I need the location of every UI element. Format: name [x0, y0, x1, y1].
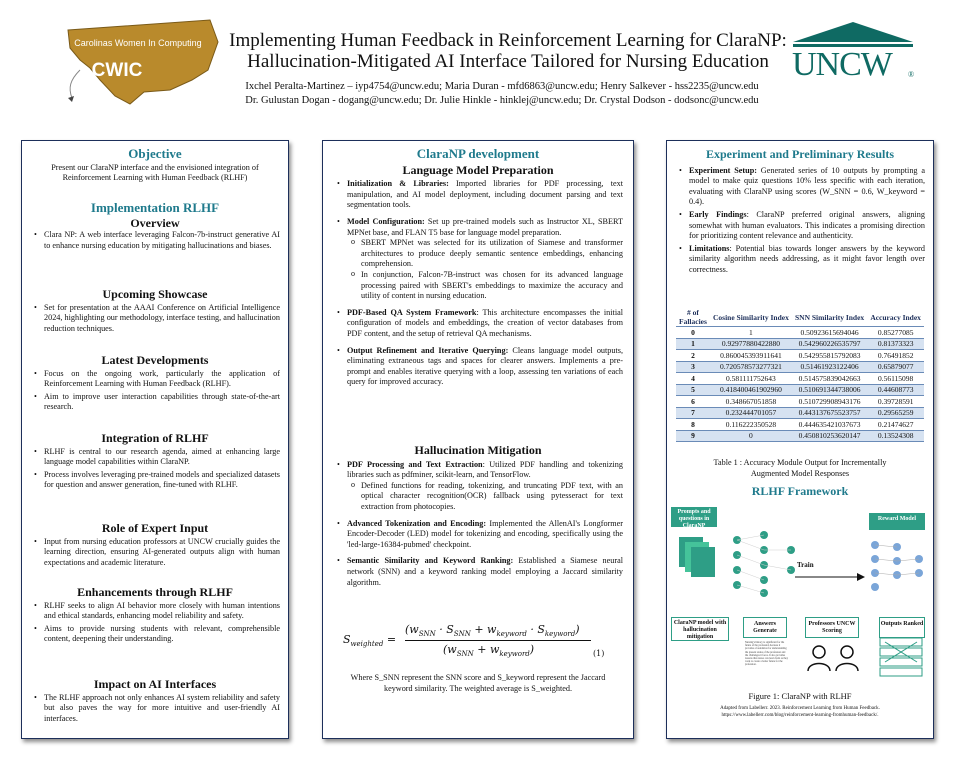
lmp-title: Language Model Preparation — [402, 162, 554, 177]
authors-line-2: Dr. Gulustan Dogan - dogang@uncw.edu; Dr. Julie Hinkle - hinklej@uncw.edu; Dr. Crystal Dodson - dodsonc@uncw.edu — [245, 95, 759, 106]
list-item — [347, 217, 623, 302]
list-item — [347, 460, 623, 513]
documents-icon — [677, 535, 717, 579]
setup-label: Experiment Setup: — [689, 165, 757, 175]
tok-text: Implemented the AllenAI's Longformer Encoder-Decoder (LED) model for tokenizing and encoding, specifically using the 'led-large-16384-pubmed' checkpoint. — [347, 518, 623, 549]
table-cell: 0.510729908943176 — [792, 396, 867, 408]
prompts-box: Prompts and questions in ClaraNP — [671, 507, 717, 527]
list-item: • The RLHF approach not only enhances AI system reliability and safety but also paves the way for more intuitive and user-friendly AI interfaces. — [44, 693, 280, 725]
experiment-title: Experiment and Preliminary Results — [705, 147, 895, 161]
table-cell: 0.51461923122406 — [792, 361, 867, 373]
row-index-cell: 6 — [676, 396, 710, 408]
right-panel — [666, 140, 934, 739]
weighted-equation — [343, 623, 623, 663]
equation-denominator: $(w_{SNN} + w_{keyword})$ — [443, 643, 535, 659]
equation-lhs: $S_{weighted}$ = — [343, 633, 397, 649]
table-cell: 0.232444701057 — [710, 407, 792, 419]
col-header: SNN Similarity Index — [792, 308, 867, 327]
latest-list — [30, 369, 280, 413]
reward-box: Reward Model — [869, 513, 925, 530]
cwic-abbrev: CWIC — [91, 60, 143, 81]
table-cell: 0.50923615694046 — [792, 327, 867, 339]
list-item: • Set for presentation at the AAAI Conference on Artificial Intelligence 2024, highlighting our methodology, interface testing, and hallucination reduction techniques. — [44, 303, 280, 335]
expert-title: Role of Expert Input — [101, 521, 209, 535]
early-label: Early Findings — [689, 209, 747, 219]
impact-list — [30, 693, 280, 725]
outputs-box: Outputs Ranked — [879, 617, 925, 638]
authors — [222, 80, 782, 108]
sem-text: Established a Siamese neural network (SNN) and a keyword ranking model employing a Jaccard similarity algorithm. — [347, 556, 623, 587]
col-header: Accuracy Index — [867, 308, 924, 327]
left-panel — [21, 140, 289, 739]
list-item: • RLHF seeks to align AI behavior more closely with human intentions and ethical standards, enhancing model reliability and safety. — [44, 601, 280, 622]
figure-source-2: https://www.labellerr.com/blog/reinforcement-learning-fromhuman-feedback/. — [721, 713, 879, 718]
table-row — [676, 373, 924, 385]
table-cell: 0.450810253620147 — [792, 430, 867, 442]
title-line-1: Implementing Human Feedback in Reinforcement Learning for ClaraNP: — [229, 30, 787, 51]
integration-title: Integration of RLHF — [101, 431, 209, 445]
table-row — [676, 327, 924, 339]
row-index-cell: 3 — [676, 361, 710, 373]
reward-network-icon — [867, 535, 927, 599]
row-index-cell: 8 — [676, 419, 710, 431]
equation-where: Where S_SNN represent the SNN score and S_keyword represent the Jaccard keyword similarity. The weighted average is S_weighted. — [350, 673, 606, 693]
tok-label: Advanced Tokenization and Encoding: — [347, 518, 487, 528]
table-cell: 0 — [710, 430, 792, 442]
table-cell: 0.85277085 — [867, 327, 924, 339]
table-cell: 0.92977880422880 — [710, 338, 792, 350]
setup-text: Generated series of 10 outputs by prompting a model to make quiz questions 10% less specific with each iteration, evaluating with ClaraNP using scores (W_SNN = 0.6, W_keyword = 0.4). — [689, 165, 925, 207]
figure-caption: Figure 1: ClaraNP with RLHF — [748, 691, 852, 701]
cwic-map-shape — [60, 10, 220, 106]
table-cell: 1 — [710, 327, 792, 339]
cwic-logo — [60, 10, 220, 106]
row-index-cell: 0 — [676, 327, 710, 339]
sub-item: o SBERT MPNet was selected for its utilization of Siamese and transformer architectures to produce deeply semantic sentence embeddings, enhancing comprehension. — [361, 238, 623, 270]
table-row — [676, 361, 924, 373]
table-cell: 0.13524308 — [867, 430, 924, 442]
uncw-logo — [788, 20, 918, 90]
claranp-dev-title: ClaraNP development — [416, 146, 540, 161]
overview-title: Overview — [130, 215, 180, 230]
table-cell: 0.21474627 — [867, 419, 924, 431]
config-label: Model Configuration: — [347, 216, 425, 226]
sem-label: Semantic Similarity and Keyword Ranking: — [347, 556, 514, 566]
objective-title: Objective — [128, 146, 182, 161]
list-item — [689, 210, 925, 242]
table-cell: 0.29565259 — [867, 407, 924, 419]
row-index-cell: 9 — [676, 430, 710, 442]
row-index-cell: 5 — [676, 384, 710, 396]
table-row — [676, 419, 924, 431]
table-row — [676, 384, 924, 396]
early-text: : ClaraNP preferred original answers, aligning somewhat with human evaluators. This indicates a promising direction for prioritizing content relevance and authenticity. — [689, 209, 925, 241]
rlhf-figure — [671, 505, 929, 685]
middle-panel — [322, 140, 634, 739]
train-label: Train — [797, 561, 814, 569]
enhancements-list — [30, 601, 280, 645]
table-row — [676, 430, 924, 442]
lmp-list — [333, 179, 623, 388]
list-item — [347, 519, 623, 551]
table-cell: 0.348667051858 — [710, 396, 792, 408]
accuracy-table — [676, 308, 924, 442]
row-index-cell: 7 — [676, 407, 710, 419]
pdf-label: PDF Processing and Text Extraction — [347, 459, 483, 469]
limit-label: Limitations — [689, 243, 730, 253]
row-index-cell: 4 — [676, 373, 710, 385]
row-index-cell: 2 — [676, 350, 710, 362]
list-item — [689, 244, 925, 276]
registered-mark: ® — [908, 70, 915, 79]
table-row — [676, 407, 924, 419]
answers-box: Answers Generate — [743, 617, 787, 638]
equation-numerator: $(w_{SNN} \cdot S_{SNN} + w_{keyword} \cdot S_{keyword})$ — [405, 623, 580, 639]
neural-network-icon — [729, 525, 799, 599]
table-header-row — [676, 308, 924, 327]
professors-icon — [805, 643, 861, 673]
table-cell: 0.860045393911641 — [710, 350, 792, 362]
train-arrow-icon — [795, 571, 865, 583]
list-item: • Process involves leveraging pre-trained models and specialized datasets for question and answer generation, fine-tuned with RLHF. — [44, 470, 280, 491]
table-cell: 0.81373323 — [867, 338, 924, 350]
showcase-title: Upcoming Showcase — [102, 287, 208, 301]
table-cell: 0.542960226535797 — [792, 338, 867, 350]
equation-number: (1) — [593, 649, 605, 658]
table-cell: 0.116222350528 — [710, 419, 792, 431]
list-item: • Input from nursing education professors at UNCW crucially guides the learning direction, ensuring AI-generated outputs align with human expectations and academic literature. — [44, 537, 280, 569]
impact-title: Impact on AI Interfaces — [93, 677, 217, 691]
list-item: • RLHF is central to our research agenda, aimed at enhancing large language model capabilities within ClaraNP. — [44, 447, 280, 468]
row-index-cell: 1 — [676, 338, 710, 350]
sub-item: o In conjunction, Falcon-7B-instruct was chosen for its advanced language processing paired with SBERT's embeddings to maximize the accuracy and utility of content in nursing education. — [361, 270, 623, 302]
ranked-outputs-icon — [879, 637, 923, 677]
qa-label: PDF-Based QA System Framework — [347, 307, 477, 317]
table-cell: 0.76491852 — [867, 350, 924, 362]
config-text: Set up pre-trained models such as Instructor XL, SBERT MPNet base, and FLAN T5 base for language model preparation. — [347, 216, 623, 237]
list-item — [347, 556, 623, 588]
list-item — [347, 346, 623, 388]
out-label: Output Refinement and Iterative Querying: — [347, 345, 509, 355]
integration-list — [30, 447, 280, 491]
table-cell: 0.56115098 — [867, 373, 924, 385]
table-row — [676, 396, 924, 408]
limit-text: : Potential bias towards longer answers by the keyword similarity algorithm needs addressing, as it might favor length over correctness. — [689, 243, 925, 274]
table-cell: 0.510691344738006 — [792, 384, 867, 396]
pdf-text: : Utilized PDF handling and tokenizing libraries such as pdfminer, scikit-learn, and TensorFlow. — [347, 459, 623, 480]
table-body — [676, 327, 924, 442]
overview-list — [30, 230, 280, 251]
col-header: Cosine Similarity Index — [710, 308, 792, 327]
latest-title: Latest Developments — [101, 353, 209, 367]
expert-list — [30, 537, 280, 569]
figure-source-1: Adapted from Labellerr. 2023. Reinforcement Learning from Human Feedback. — [720, 706, 880, 711]
list-item: • Aims to provide nursing students with relevant, comprehensible content, deepening their understanding. — [44, 624, 280, 645]
hm-title: Hallucination Mitigation — [414, 443, 542, 457]
table-cell: 0.65879077 — [867, 361, 924, 373]
objective-text: Present our ClaraNP interface and the envisioned integration of Reinforcement Learning with Human Feedback (RLHF) — [51, 162, 259, 183]
enhancements-title: Enhancements through RLHF — [77, 585, 233, 599]
qa-text: : This architecture encompasses the initial configuration of models and embeddings, the creation of vector databases from PDF content, and the setup of retrieval QA mechanisms. — [347, 307, 623, 338]
table-cell: 0.514575839042663 — [792, 373, 867, 385]
col-header: # of Fallacies — [676, 308, 710, 327]
list-item — [689, 166, 925, 208]
list-item — [347, 308, 623, 340]
hm-list — [333, 460, 623, 589]
table-cell: 0.443137675523757 — [792, 407, 867, 419]
professors-box: Professors UNCW Scoring — [805, 617, 859, 638]
authors-line-1: Ixchel Peralta-Martinez – iyp4754@uncw.edu; Maria Duran - mfd6863@uncw.edu; Henry Salkever - hss2235@uncw.edu — [245, 81, 759, 92]
table-cell: 0.44608773 — [867, 384, 924, 396]
table-row — [676, 350, 924, 362]
config-sublist — [347, 238, 623, 302]
init-text: Imported libraries for PDF processing, text manipulation, and AI model deployment, including document parsing and text segmentation tools. — [347, 179, 623, 210]
fraction-bar — [405, 640, 591, 641]
sub-item: o Defined functions for reading, tokenizing, and truncating PDF text, with an optical character recognition(OCR) fallback using pytesseract for text extraction from photocopies. — [361, 481, 623, 513]
table-row — [676, 338, 924, 350]
cwic-top-text: Carolinas Women In Computing — [74, 38, 202, 48]
table-cell: 0.542955815792083 — [792, 350, 867, 362]
implementation-title: Implementation RLHF — [90, 200, 220, 215]
answer-note: Nursing's history is significant for the future of the profession because it provides a foundation for understanding the present status of the profession and the challenges it faces. It also provides lessons that nurses can learn from as they work to create a better future for the profession. — [745, 641, 789, 667]
out-text: Cleans language model outputs, eliminating extraneous tags and spaces for clearer answers. Implements a pre-prompt and enables iterative querying with a loop, assessing ten variations of each query for improved accuracy. — [347, 345, 623, 387]
init-label: Initialization & Libraries: — [347, 179, 449, 189]
rlhf-framework-title: RLHF Framework — [751, 484, 849, 498]
experiment-list — [675, 166, 925, 276]
showcase-list — [30, 303, 280, 335]
list-item: • Clara NP: A web interface leveraging Falcon-7b-instruct generative AI to enhance nursing education by mitigating hallucinations and biases. — [44, 230, 280, 251]
table-cell: 0.720578573277321 — [710, 361, 792, 373]
title-line-2: Hallucination-Mitigated AI Interface Tailored for Nursing Education — [247, 51, 769, 72]
list-item: • Focus on the ongoing work, particularly the application of Reinforcement Learning with Human Feedback (RLHF). — [44, 369, 280, 390]
table-cell: 0.418400461902960 — [710, 384, 792, 396]
table-cell: 0.39728591 — [867, 396, 924, 408]
uncw-wordmark: UNCW — [792, 46, 892, 83]
list-item: • Aim to improve user interaction capabilities through state-of-the-art research. — [44, 392, 280, 413]
claranp-model-box: ClaraNP model with hallucination mitigation — [671, 617, 729, 641]
table-cell: 0.581111752643 — [710, 373, 792, 385]
table-cell: 0.444635421037673 — [792, 419, 867, 431]
list-item — [347, 179, 623, 211]
pdf-sublist — [347, 481, 623, 513]
table-caption: Table 1 : Accuracy Module Output for Incrementally Augmented Model Responses — [713, 458, 887, 478]
poster-title — [228, 30, 788, 72]
